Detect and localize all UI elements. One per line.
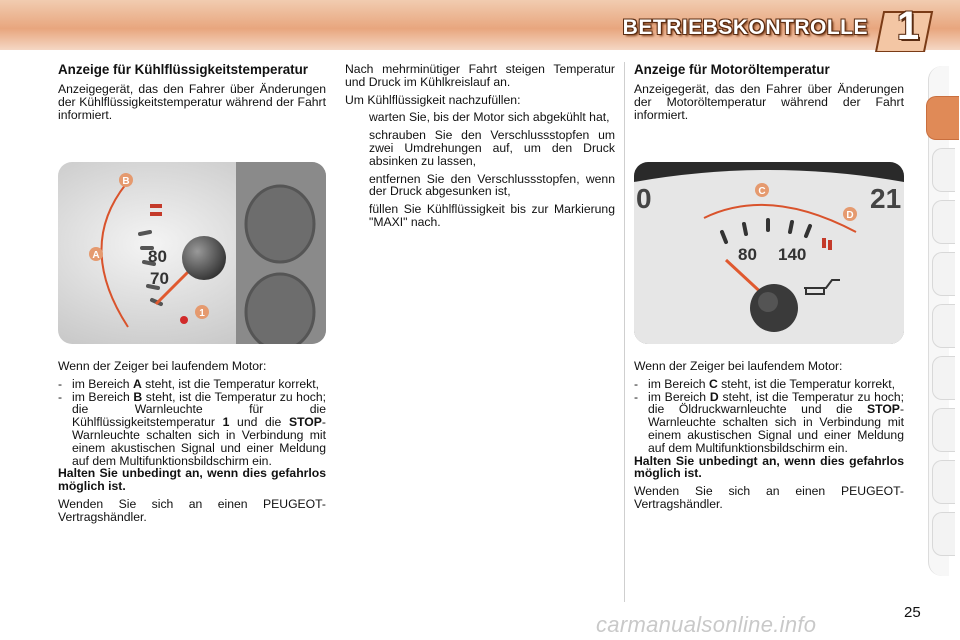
header-divider: [0, 50, 960, 52]
oil-gauge-image: [634, 162, 904, 344]
gauge-label-1: 1: [199, 308, 205, 319]
coolant-heading: Anzeige für Kühlflüssigkeitstemperatur: [58, 62, 309, 77]
refill-heading: Um Kühlflüssigkeit nachzufüllen:: [345, 92, 521, 107]
oil-intro: Anzeigegerät, das den Fahrer über Änderungen der Motoröltemperatur während der Fahrt informiert.: [634, 82, 904, 122]
coolant-warning: Halten Sie unbedingt an, wenn dies gefahrlos möglich ist.: [58, 466, 326, 494]
refill-step: entfernen Sie den Verschlussstopfen, wenn der Druck abgesunken ist,: [369, 171, 615, 199]
gauge-number-80: 80: [148, 247, 167, 266]
coolant-when: Wenn der Zeiger bei laufendem Motor:: [58, 359, 267, 373]
oil-when: Wenn der Zeiger bei laufendem Motor:: [634, 359, 843, 373]
right-column-lower: [634, 360, 904, 516]
coolant-item-b: - im Bereich B steht, ist die Temperatur zu hoch; die Warnleuchte für die Kühlflüssigkeitstemperatur 1 und die STOP-Warnleuchte schalten sich in Verbindung mit einem akustischen Signal und einer Meldung auf dem Multifunktionsbildschirm ein.: [58, 389, 326, 468]
right-column: [634, 63, 904, 126]
chapter-tab-active[interactable]: [926, 96, 959, 140]
gauge-number-140: 140: [778, 245, 807, 264]
left-column: [58, 63, 326, 126]
chapter-tab[interactable]: [932, 460, 955, 504]
gauge-label-b: B: [122, 176, 130, 187]
gauge-label-a: A: [92, 250, 100, 261]
oil-heading: Anzeige für Motoröltemperatur: [634, 62, 830, 77]
gauge-number-80: 80: [738, 245, 757, 264]
refill-step: füllen Sie Kühlflüssigkeit bis zur Markierung "MAXI" nach.: [369, 202, 615, 229]
middle-column: [345, 63, 615, 234]
coolant-contact: Wenden Sie sich an einen PEUGEOT-Vertragshändler.: [58, 496, 326, 524]
chapter-tab[interactable]: [932, 200, 955, 244]
chapter-title: BETRIEBSKONTROLLE: [622, 16, 868, 39]
oil-item-c: - im Bereich C steht, ist die Temperatur korrekt,: [634, 376, 896, 391]
oil-warning: Halten Sie unbedingt an, wenn dies gefahrlos möglich ist.: [634, 453, 904, 481]
coolant-intro: Anzeigegerät, das den Fahrer über Änderungen der Kühlflüssigkeitstemperatur während der Fahrt informiert.: [58, 82, 326, 122]
warning-light-icon: [180, 316, 188, 324]
refill-step: warten Sie, bis der Motor sich abgekühlt hat,: [369, 110, 610, 125]
chapter-tab[interactable]: [932, 356, 955, 400]
oil-contact: Wenden Sie sich an einen PEUGEOT-Vertragshändler.: [634, 484, 904, 511]
chapter-tab[interactable]: [932, 512, 955, 556]
chapter-tab[interactable]: [932, 408, 955, 452]
gauge-number-70: 70: [150, 269, 169, 288]
watermark: carmanualsonline.info: [596, 612, 817, 637]
chapter-tab[interactable]: [932, 304, 955, 348]
column-divider: [624, 62, 625, 602]
chapter-number: 1: [896, 4, 920, 48]
chapter-tab[interactable]: [932, 148, 955, 192]
gauge-hub: [182, 236, 226, 280]
coolant-item-a: - im Bereich A steht, ist die Temperatur korrekt,: [58, 376, 320, 391]
left-column-lower: [58, 360, 326, 529]
gauge-edge-left: 0: [636, 183, 652, 214]
coolant-gauge-image: [58, 162, 326, 344]
chapter-tabs: [928, 66, 960, 576]
page-number: 25: [904, 604, 921, 621]
refill-intro: Nach mehrminütiger Fahrt steigen Temperatur und Druck im Kühlkreislauf an.: [345, 62, 615, 89]
gauge-edge-right: 21: [870, 183, 902, 214]
refill-step: schrauben Sie den Verschlussstopfen um zwei Umdrehungen auf, um den Druck absinken zu lassen,: [369, 128, 615, 168]
oil-item-d: - im Bereich D steht, ist die Temperatur zu hoch; die Öldruckwarnleuchte und die STOP-Warnleuchte schalten sich in Verbindung mit einem akustischen Signal und einer Meldung auf dem Multifunktionsbildschirm ein.: [634, 389, 904, 455]
gauge-label-c: C: [758, 186, 766, 197]
gauge-label-d: D: [846, 210, 854, 221]
chapter-tab[interactable]: [932, 252, 955, 296]
